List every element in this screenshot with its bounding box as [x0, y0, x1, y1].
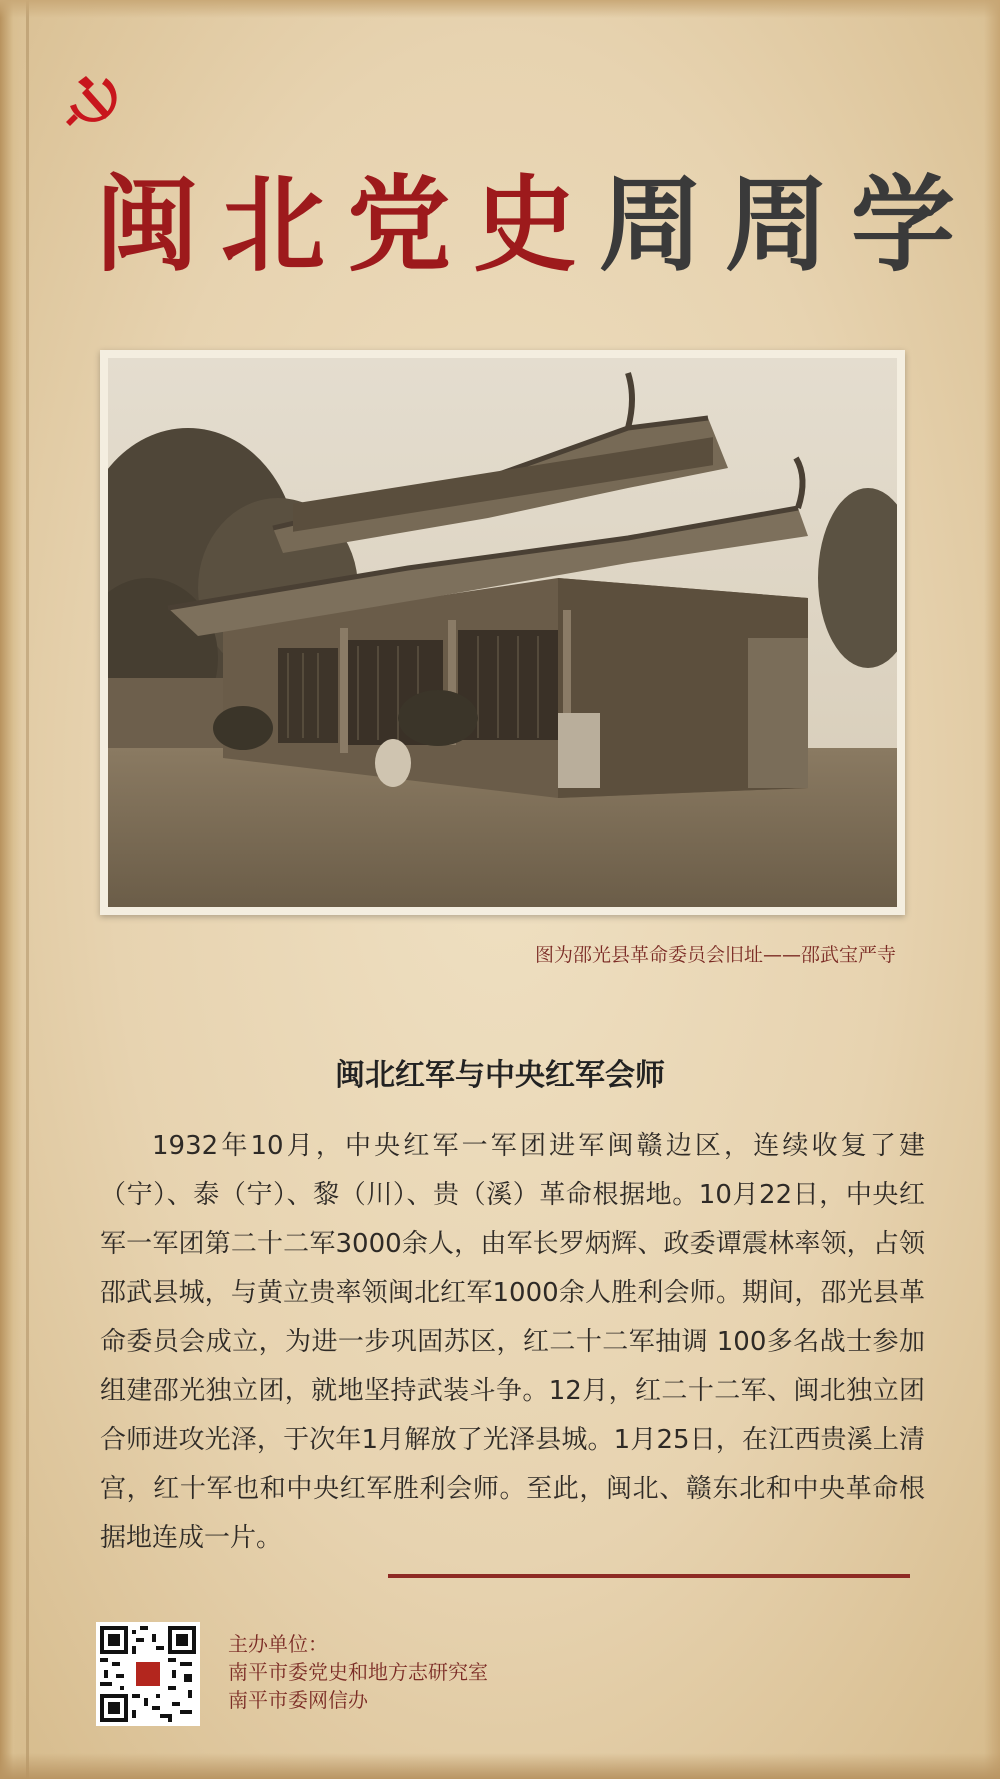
article-body: 1932年10月，中央红军一军团进军闽赣边区，连续收复了建（宁）、泰（宁）、黎（川）、贵（溪）革命根据地。10月22日，中央红军一军团第二十二军3000余人，由军长罗炳辉、政委谭震林率领，占领邵武县城，与黄立贵率领闽北红军1000余人胜利会师。期间，邵光县革命委员会成立，为进一步巩固苏区，红二十二军抽调 100多名战士参加组建邵光独立团，就地坚持武装斗争。12月，红二十二军、闽北独立团合师进攻光泽，于次年1月解放了光泽县城。1月25日，在江西贵溪上清宫，红十军也和中央红军胜利会师。至此，闽北、赣东北和中央革命根据地连成一片。	[100, 1131, 925, 1553]
paper-edge-left	[0, 0, 22, 1779]
sponsor-org-2: 南平市委网信办	[228, 1688, 368, 1712]
sponsor-block	[228, 1630, 488, 1714]
article-title: 闽北红军与中央红军会师	[335, 1058, 665, 1093]
paper-edge-right	[984, 0, 1000, 1779]
paper-edge-bottom	[0, 1753, 1000, 1779]
hammer-and-sickle-icon	[60, 68, 122, 130]
title-red-part: 闽北党史	[95, 163, 600, 286]
divider-line	[388, 1574, 910, 1578]
temple-photo	[100, 350, 905, 915]
sponsor-org-1: 南平市委党史和地方志研究室	[228, 1660, 488, 1684]
paper-edge-top	[0, 0, 1000, 18]
photo-caption: 图为邵光县革命委员会旧址——邵武宝严寺	[534, 944, 896, 966]
qr-code-icon[interactable]	[96, 1622, 200, 1726]
temple-photo-image	[108, 358, 897, 907]
sponsor-label: 主办单位：	[228, 1632, 328, 1656]
page-title	[95, 163, 978, 286]
title-dark-part: 周周学	[599, 163, 978, 286]
